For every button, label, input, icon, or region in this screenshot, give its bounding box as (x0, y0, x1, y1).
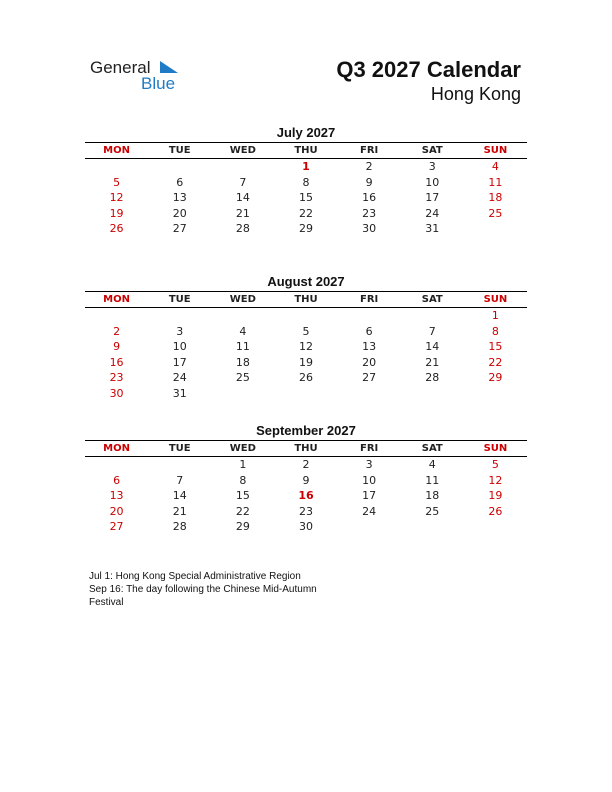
weekday-label: SUN (483, 294, 508, 305)
day-cell: 5 (302, 324, 310, 338)
day-cell: 5 (113, 175, 121, 189)
day-cell: 1 (302, 160, 310, 173)
week-row (85, 175, 527, 191)
empty-day-cell (274, 386, 337, 402)
day-cell: 4 (491, 160, 499, 173)
day-cell: 11 (488, 175, 503, 189)
logo-blue-text: Blue (141, 74, 176, 93)
weekday-header-row (85, 292, 527, 308)
weekday-label: MON (103, 443, 130, 454)
day-cell: 23 (362, 206, 377, 220)
brand-logo (90, 58, 190, 94)
day-cell: 25 (488, 206, 503, 220)
day-cell: 17 (425, 191, 440, 205)
weekday-label: WED (229, 145, 256, 156)
empty-day-cell (401, 308, 464, 324)
day-cell: 30 (362, 222, 377, 236)
day-cell: 2 (113, 324, 121, 338)
day-cell: 25 (425, 504, 440, 518)
month-calendar (85, 273, 527, 402)
holiday-note: Festival (89, 597, 124, 605)
empty-day-cell (274, 308, 337, 324)
day-cell: 3 (428, 160, 436, 173)
day-cell: 22 (235, 504, 250, 518)
day-cell: 13 (362, 340, 377, 354)
day-cell: 11 (425, 473, 440, 487)
day-cell: 29 (298, 222, 313, 236)
day-cell: 12 (298, 340, 313, 354)
day-cell: 24 (362, 504, 377, 518)
day-cell: 8 (491, 324, 499, 338)
weekday-label: TUE (168, 145, 191, 156)
weekday-label: TUE (168, 443, 191, 454)
day-cell: 19 (109, 206, 124, 220)
day-cell: 20 (172, 206, 187, 220)
empty-day-cell (401, 519, 464, 535)
day-cell: 21 (425, 355, 440, 369)
day-cell: 26 (298, 371, 313, 385)
weekday-label: MON (103, 145, 130, 156)
weekday-label: FRI (360, 294, 379, 305)
weekday-label: WED (229, 443, 256, 454)
logo-flag-icon (158, 59, 180, 75)
day-cell: 7 (428, 324, 436, 338)
day-cell: 26 (488, 504, 503, 518)
weekday-header-row (85, 441, 527, 457)
day-cell: 6 (176, 175, 184, 189)
day-cell: 28 (172, 520, 187, 534)
day-cell: 31 (425, 222, 440, 236)
day-cell: 2 (365, 160, 373, 173)
day-cell: 28 (425, 371, 440, 385)
day-cell: 23 (109, 371, 124, 385)
holiday-notes (89, 570, 509, 605)
day-cell: 22 (298, 206, 313, 220)
month-title: July 2027 (276, 125, 336, 140)
weekday-header-row (85, 143, 527, 159)
weekday-label: SAT (421, 443, 443, 454)
day-cell: 16 (362, 191, 377, 205)
day-cell: 9 (365, 175, 373, 189)
day-cell: 10 (425, 175, 440, 189)
day-cell: 17 (362, 489, 377, 503)
empty-day-cell (464, 386, 527, 402)
day-cell: 10 (172, 340, 187, 354)
holiday-note: Sep 16: The day following the Chinese Mid-Autumn (89, 584, 317, 595)
empty-day-cell (338, 386, 401, 402)
weekday-label: SAT (421, 294, 443, 305)
day-cell: 6 (365, 324, 373, 338)
empty-day-cell (148, 159, 211, 175)
day-cell: 13 (109, 489, 124, 503)
day-cell: 18 (235, 355, 250, 369)
day-cell: 12 (109, 191, 124, 205)
month-title: September 2027 (256, 423, 356, 438)
weekday-label: FRI (360, 145, 379, 156)
day-cell: 14 (235, 191, 250, 205)
week-row (85, 339, 527, 355)
empty-day-cell (464, 519, 527, 535)
week-row (85, 504, 527, 520)
weekday-label: WED (229, 294, 256, 305)
day-cell: 16 (298, 489, 314, 503)
week-row (85, 370, 527, 386)
day-cell: 21 (235, 206, 250, 220)
day-cell: 19 (298, 355, 313, 369)
day-cell: 27 (172, 222, 187, 236)
page-subtitle: Hong Kong (430, 84, 521, 104)
weekday-label: THU (294, 443, 318, 454)
day-cell: 19 (488, 489, 503, 503)
day-cell: 6 (113, 473, 121, 487)
week-row (85, 190, 527, 206)
month-calendar (85, 422, 527, 535)
weekday-label: SAT (421, 145, 443, 156)
empty-day-cell (338, 519, 401, 535)
empty-day-cell (148, 308, 211, 324)
empty-day-cell (211, 308, 274, 324)
weekday-label: FRI (360, 443, 379, 454)
day-cell: 15 (488, 340, 503, 354)
week-row (85, 519, 527, 535)
empty-day-cell (148, 457, 211, 473)
week-row (85, 308, 527, 324)
day-cell: 29 (488, 371, 503, 385)
day-cell: 24 (172, 371, 187, 385)
day-cell: 30 (298, 520, 313, 534)
day-cell: 7 (176, 473, 184, 487)
day-cell: 7 (239, 175, 247, 189)
day-cell: 18 (425, 489, 440, 503)
day-cell: 16 (109, 355, 124, 369)
empty-day-cell (85, 159, 148, 175)
week-row (85, 324, 527, 340)
day-cell: 9 (302, 473, 310, 487)
day-cell: 31 (172, 386, 187, 400)
month-title: August 2027 (267, 274, 345, 289)
weekday-label: THU (294, 294, 318, 305)
empty-day-cell (211, 159, 274, 175)
day-cell: 17 (172, 355, 187, 369)
week-row (85, 221, 527, 237)
day-cell: 24 (425, 206, 440, 220)
empty-day-cell (85, 308, 148, 324)
day-cell: 21 (172, 504, 187, 518)
week-row (85, 206, 527, 222)
day-cell: 5 (491, 458, 499, 471)
logo-general-text: General (90, 58, 151, 77)
day-cell: 15 (298, 191, 313, 205)
empty-day-cell (401, 386, 464, 402)
week-row (85, 386, 527, 402)
day-cell: 8 (302, 175, 310, 189)
day-cell: 9 (113, 340, 121, 354)
month-calendar (85, 124, 527, 237)
day-cell: 20 (109, 504, 124, 518)
day-cell: 18 (488, 191, 503, 205)
holiday-note: Jul 1: Hong Kong Special Administrative Region (89, 571, 301, 582)
day-cell: 29 (235, 520, 250, 534)
weekday-label: MON (103, 294, 130, 305)
week-row (85, 488, 527, 504)
weekday-label: SUN (483, 443, 508, 454)
week-row (85, 457, 527, 473)
day-cell: 28 (235, 222, 250, 236)
day-cell: 2 (302, 458, 310, 471)
empty-day-cell (464, 221, 527, 237)
day-cell: 1 (491, 309, 499, 322)
day-cell: 4 (239, 324, 247, 338)
empty-day-cell (85, 457, 148, 473)
weekday-label: THU (294, 145, 318, 156)
empty-day-cell (211, 386, 274, 402)
day-cell: 13 (172, 191, 187, 205)
day-cell: 3 (176, 324, 184, 338)
day-cell: 12 (488, 473, 503, 487)
day-cell: 27 (109, 520, 124, 534)
day-cell: 11 (235, 340, 250, 354)
day-cell: 22 (488, 355, 503, 369)
day-cell: 4 (428, 458, 436, 471)
day-cell: 15 (235, 489, 250, 503)
day-cell: 14 (425, 340, 440, 354)
day-cell: 10 (362, 473, 377, 487)
day-cell: 8 (239, 473, 247, 487)
day-cell: 26 (109, 222, 124, 236)
day-cell: 3 (365, 458, 373, 471)
day-cell: 23 (298, 504, 313, 518)
weekday-label: SUN (483, 145, 508, 156)
day-cell: 27 (362, 371, 377, 385)
day-cell: 1 (239, 458, 247, 471)
day-cell: 30 (109, 386, 124, 400)
day-cell: 20 (362, 355, 377, 369)
week-row (85, 159, 527, 175)
day-cell: 14 (172, 489, 187, 503)
day-cell: 25 (235, 371, 250, 385)
weekday-label: TUE (168, 294, 191, 305)
page-title: Q3 2027 Calendar (336, 57, 521, 82)
week-row (85, 473, 527, 489)
week-row (85, 355, 527, 371)
empty-day-cell (338, 308, 401, 324)
